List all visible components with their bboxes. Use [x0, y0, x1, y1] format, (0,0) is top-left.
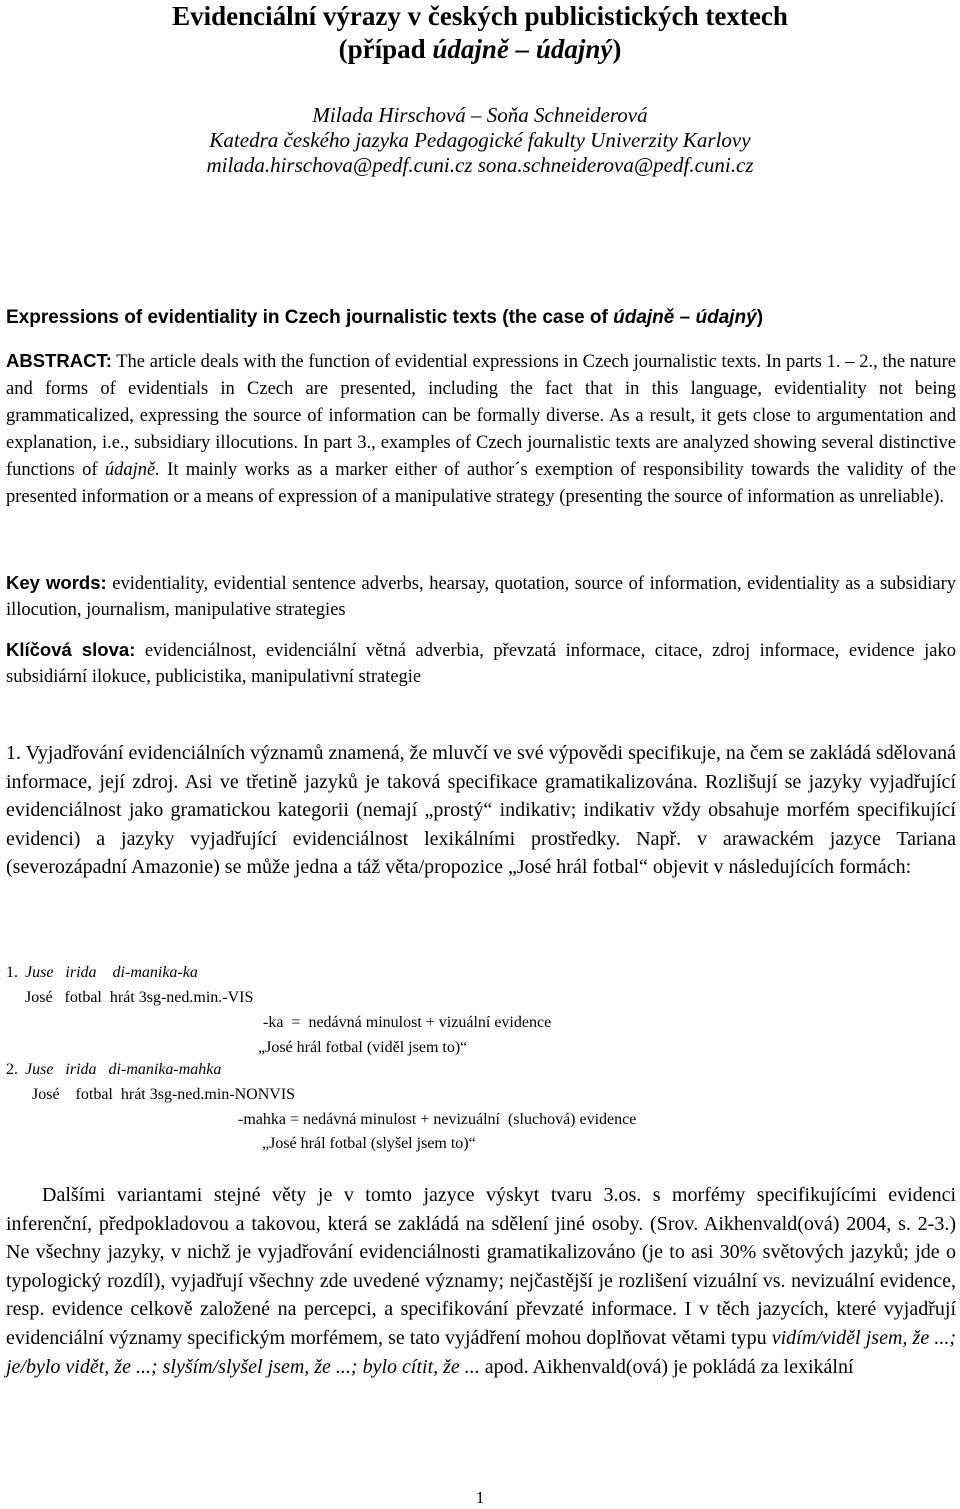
author-emails: milada.hirschova@pedf.cuni.cz sona.schneiderova@pedf.cuni.cz	[206, 153, 754, 177]
paragraph-2	[6, 1181, 956, 1381]
example-1-line-4: „José hrál fotbal (viděl jsem to)“	[258, 1039, 468, 1056]
abstract-emphasis: údajně.	[104, 460, 160, 480]
section-1-paragraph: 1. Vyjadřování evidenciálních významů znamená, že mluvčí ve své výpovědi specifikuje, na čem se zakládá sdělovaná informace, její zdroj. Asi ve třetině jazyků je taková specifikace gramatikalizována. Rozlišují se jazyky vyjadřující evidenciálnost jako gramatickou kategorii (nemají „prostý“ indikativ; indikativ vždy obsahuje morfém specifikující evidenci) a jazyky vyjadřující evidenciálnost lexikálními prostředky. Např. v arawackém jazyce Tariana (severozápadní Amazonie) se může jedna a táž věta/propozice „José hrál fotbal“ objevit v následujících formách:	[6, 742, 956, 879]
keywords-text: evidentiality, evidential sentence adverbs, hearsay, quotation, source of information, evidentiality as a subsidiary illocution, journalism, manipulative strategies	[6, 574, 956, 620]
title-line-2-emphasis: údajně – údajný	[432, 34, 613, 64]
author-affiliation: Katedra českého jazyka Pedagogické fakulty Univerzity Karlovy	[209, 128, 751, 152]
klicova-slova-label: Klíčová slova:	[6, 639, 136, 660]
abstract	[6, 347, 956, 511]
english-title-prefix: Expressions of evidentiality in Czech journalistic texts (the case of	[6, 307, 614, 328]
example-2-line-2: José fotbal hrát 3sg-ned.min-NONVIS	[32, 1086, 296, 1103]
page-number: 1	[475, 1488, 485, 1507]
abstract-text-2: It mainly works as a marker either of author´s exemption of responsibility towards the validity of the presented information or a means of expression of a manipulative strategy (presenting the source of information as unreliable).	[6, 460, 956, 507]
klicova-slova	[6, 637, 956, 690]
author-names: Milada Hirschová – Soňa Schneiderová	[312, 103, 648, 127]
english-title	[6, 306, 956, 330]
abstract-label: ABSTRACT:	[6, 350, 112, 371]
title-line-2-prefix: (případ	[338, 34, 433, 64]
example-2-line-4: „José hrál fotbal (slyšel jsem to)“	[262, 1135, 476, 1152]
english-title-suffix: )	[756, 307, 764, 328]
klicova-slova-text: evidenciálnost, evidenciální větná adverbia, převzatá informace, citace, zdroj informace, evidence jako subsidiární ilokuce, publicistika, manipulativní strategie	[6, 641, 956, 687]
example-1-line-1: Juse irida di-manika-ka	[25, 964, 198, 981]
english-title-emphasis: údajně – údajný	[613, 307, 757, 328]
example-1-line-2: José fotbal hrát 3sg-ned.min.-VIS	[25, 989, 254, 1006]
keywords-label: Key words:	[6, 572, 107, 593]
paper-title	[0, 0, 960, 66]
example-2-line-1: Juse irida di-manika-mahka	[25, 1061, 222, 1078]
example-1-line-3: -ka = nedávná minulost + vizuální evidence	[263, 1014, 552, 1031]
example-2-number: 2.	[6, 1061, 18, 1078]
paragraph-2-emphasis: vidím/viděl jsem, že ...; je/bylo vidět, že ...; slyším/slyšel jsem, že ...; bylo cítit, že ...	[6, 1326, 956, 1378]
title-line-2	[0, 33, 960, 66]
example-2-line-3: -mahka = nedávná minulost + nevizuální (sluchová) evidence	[238, 1111, 637, 1128]
title-line-1: Evidenciální výrazy v českých publicistických textech	[172, 1, 788, 31]
paragraph-2-text-2: apod. Aikhenvald(ová) je pokládá za lexikální	[479, 1355, 854, 1378]
title-line-2-suffix: )	[612, 34, 622, 64]
keywords	[6, 570, 956, 623]
paragraph-2-text-1: Dalšími variantami stejné věty je v tomto jazyce výskyt tvaru 3.os. s morfémy specifikujícími evidenci inferenční, předpokladovou a takovou, která se zakládá na sdělení jiné osoby. (Srov. Aikhenvald(ová) 2004, s. 2-3.) Ne všechny jazyky, v nichž je vyjadřování evidenciálnosti gramatikalizováno (je to asi 30% světových jazyků; jde o typologický rozdíl), vyjadřují všechny zde uvedené významy; nejčastější je rozlišení vizuální vs. nevizuální evidence, resp. evidence celkově založené na percepci, a specifikování převzaté informace. I v těch jazycích, které vyjadřují evidenciální významy specifickým morfémem, se tato vyjádření mohou doplňovat větami typu	[6, 1184, 956, 1349]
author-block	[0, 103, 960, 178]
abstract-text-1: The article deals with the function of evidential expressions in Czech journalistic texts. In parts 1. – 2., the nature and forms of evidentials in Czech are presented, including the fact that in this language, evidentiality not being grammaticalized, expressing the source of information can be formally diverse. As a result, it gets close to argumentation and explanation, i.e., subsidiary illocutions. In part 3., examples of Czech journalistic texts are analyzed showing several distinctive functions of	[6, 352, 956, 480]
example-1-number: 1.	[6, 964, 18, 981]
